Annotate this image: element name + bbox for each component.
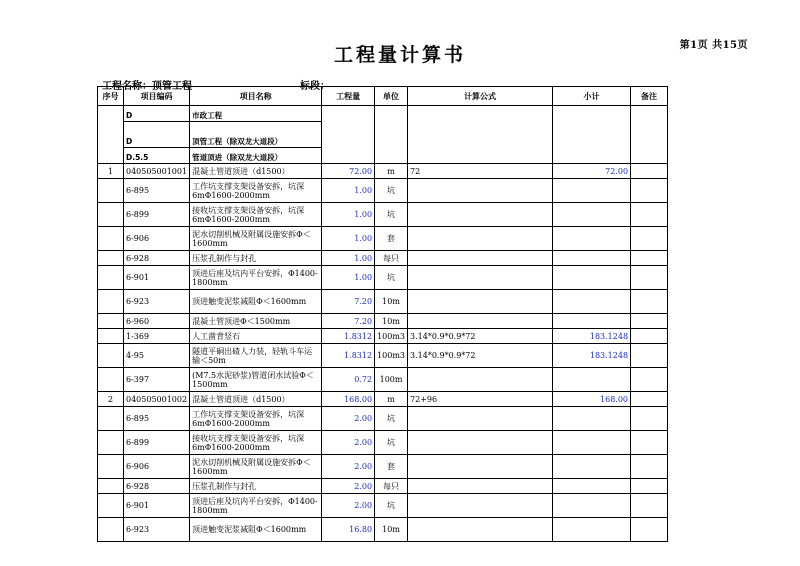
cell-subtotal xyxy=(553,227,631,251)
cell-note xyxy=(631,407,668,431)
cell-idx xyxy=(98,290,124,314)
cell-qty: 2.00 xyxy=(322,455,375,479)
cell-idx xyxy=(98,431,124,455)
cell-name: 隧道平硐出碴人力装，轻轨斗车运输＜50m xyxy=(190,344,322,368)
table-header-row xyxy=(98,87,668,106)
table-row xyxy=(98,368,668,392)
section-cell xyxy=(98,106,124,122)
table-row xyxy=(98,494,668,518)
cell-subtotal xyxy=(553,494,631,518)
cell-formula xyxy=(408,494,553,518)
table-row xyxy=(98,203,668,227)
project-name-label: 工程名称：顶管工程 xyxy=(102,81,192,92)
table-row xyxy=(98,314,668,329)
cell-code: 1-369 xyxy=(124,329,190,344)
cell-unit: 坑 xyxy=(375,266,408,290)
cell-formula xyxy=(408,407,553,431)
cell-formula xyxy=(408,518,553,542)
cell-unit: 10m xyxy=(375,290,408,314)
cell-note xyxy=(631,455,668,479)
cell-subtotal xyxy=(553,455,631,479)
cell-subtotal xyxy=(553,290,631,314)
header-code: 项目编码 xyxy=(124,87,190,106)
cell-idx xyxy=(98,479,124,494)
section-cell xyxy=(408,106,553,122)
cell-unit: 每只 xyxy=(375,479,408,494)
section-cell xyxy=(631,148,668,164)
section-name: 市政工程 xyxy=(190,106,322,122)
cell-note xyxy=(631,227,668,251)
cell-subtotal xyxy=(553,431,631,455)
cell-idx: 1 xyxy=(98,164,124,179)
cell-formula: 72 xyxy=(408,164,553,179)
page-number: 第1页 共15页 xyxy=(679,40,748,51)
cell-formula xyxy=(408,203,553,227)
cell-unit: 10m xyxy=(375,314,408,329)
cell-name: 泥水切削机械及附属设施安拆Φ＜1600mm xyxy=(190,227,322,251)
cell-unit: 坑 xyxy=(375,431,408,455)
page-title: 工程量计算书 xyxy=(333,44,466,66)
cell-note xyxy=(631,251,668,266)
section-name: 顶管工程（除双龙大道段） xyxy=(190,122,322,148)
cell-unit: 套 xyxy=(375,227,408,251)
cell-code: 6-923 xyxy=(124,290,190,314)
cell-subtotal xyxy=(553,266,631,290)
cell-note xyxy=(631,164,668,179)
cell-unit: 坑 xyxy=(375,179,408,203)
table-row xyxy=(98,179,668,203)
section-cell xyxy=(631,122,668,148)
cell-idx xyxy=(98,179,124,203)
cell-idx xyxy=(98,344,124,368)
table-row xyxy=(98,164,668,179)
cell-name: 接收坑支撑支架设备安拆，坑深6mΦ1600-2000mm xyxy=(190,431,322,455)
cell-qty: 1.00 xyxy=(322,227,375,251)
cell-idx xyxy=(98,518,124,542)
table-row xyxy=(98,227,668,251)
cell-subtotal: 183.1248 xyxy=(553,329,631,344)
cell-name: 顶进触变泥浆减阻Φ＜1600mm xyxy=(190,290,322,314)
cell-idx xyxy=(98,329,124,344)
cell-formula xyxy=(408,251,553,266)
cell-note xyxy=(631,344,668,368)
cell-formula xyxy=(408,314,553,329)
cell-name: 工作坑支撑支架设备安拆，坑深6mΦ1600-2000mm xyxy=(190,407,322,431)
cell-note xyxy=(631,203,668,227)
cell-code: 6-895 xyxy=(124,179,190,203)
table-row xyxy=(98,479,668,494)
header-subtotal: 小计 xyxy=(553,87,631,106)
cell-name: 混凝土管顶进Φ＜1500mm xyxy=(190,314,322,329)
section-code: D xyxy=(124,106,190,122)
cell-code: 6-928 xyxy=(124,251,190,266)
section-cell xyxy=(322,122,375,148)
section-cell xyxy=(375,122,408,148)
cell-qty: 1.00 xyxy=(322,203,375,227)
table-row xyxy=(98,344,668,368)
cell-idx xyxy=(98,368,124,392)
cell-code: 4-95 xyxy=(124,344,190,368)
cell-code: 6-906 xyxy=(124,455,190,479)
cell-formula xyxy=(408,290,553,314)
section-row xyxy=(98,106,668,122)
cell-name: 顶进后座及坑内平台安拆，Φ1400-1800mm xyxy=(190,266,322,290)
section-cell xyxy=(98,122,124,148)
cell-idx xyxy=(98,203,124,227)
section-cell xyxy=(98,148,124,164)
cell-formula xyxy=(408,431,553,455)
cell-code: 6-960 xyxy=(124,314,190,329)
section-cell xyxy=(553,106,631,122)
section-row xyxy=(98,122,668,148)
table-row xyxy=(98,518,668,542)
cell-subtotal xyxy=(553,407,631,431)
section-code: D xyxy=(124,122,190,148)
cell-qty: 1.00 xyxy=(322,251,375,266)
cell-note xyxy=(631,479,668,494)
cell-name: (M7.5水泥砂浆)管道闭水试验Φ＜1500mm xyxy=(190,368,322,392)
cell-code: 6-923 xyxy=(124,518,190,542)
section-cell xyxy=(322,106,375,122)
section-row xyxy=(98,148,668,164)
cell-name: 顶进后座及坑内平台安拆，Φ1400-1800mm xyxy=(190,494,322,518)
cell-qty: 1.8312 xyxy=(322,344,375,368)
cell-subtotal xyxy=(553,179,631,203)
header-unit: 单位 xyxy=(375,87,408,106)
section-cell xyxy=(375,106,408,122)
cell-note xyxy=(631,266,668,290)
cell-note xyxy=(631,290,668,314)
quantity-table xyxy=(97,86,668,542)
section-cell xyxy=(408,148,553,164)
cell-formula xyxy=(408,479,553,494)
cell-idx xyxy=(98,407,124,431)
cell-formula xyxy=(408,179,553,203)
cell-formula xyxy=(408,227,553,251)
cell-code: 6-901 xyxy=(124,266,190,290)
cell-qty: 1.00 xyxy=(322,266,375,290)
cell-name: 接收坑支撑支架设备安拆，坑深6mΦ1600-2000mm xyxy=(190,203,322,227)
cell-unit: m xyxy=(375,392,408,407)
cell-subtotal xyxy=(553,368,631,392)
cell-note xyxy=(631,179,668,203)
cell-subtotal xyxy=(553,479,631,494)
section-label: 标段： xyxy=(300,81,330,92)
cell-code: 6-899 xyxy=(124,203,190,227)
cell-qty: 72.00 xyxy=(322,164,375,179)
cell-idx xyxy=(98,227,124,251)
cell-name: 工作坑支撑支架设备安拆，坑深6mΦ1600-2000mm xyxy=(190,179,322,203)
cell-qty: 1.00 xyxy=(322,179,375,203)
cell-code: 6-397 xyxy=(124,368,190,392)
cell-unit: 套 xyxy=(375,455,408,479)
cell-subtotal: 72.00 xyxy=(553,164,631,179)
section-cell xyxy=(375,148,408,164)
section-code: D.5.5 xyxy=(124,148,190,164)
cell-formula: 3.14*0.9*0.9*72 xyxy=(408,344,553,368)
cell-formula: 72+96 xyxy=(408,392,553,407)
cell-qty: 0.72 xyxy=(322,368,375,392)
section-cell xyxy=(408,122,553,148)
cell-qty: 7.20 xyxy=(322,290,375,314)
cell-note xyxy=(631,431,668,455)
cell-idx xyxy=(98,266,124,290)
cell-idx xyxy=(98,251,124,266)
cell-qty: 7.20 xyxy=(322,314,375,329)
cell-note xyxy=(631,392,668,407)
cell-subtotal: 168.00 xyxy=(553,392,631,407)
section-cell xyxy=(322,148,375,164)
header-index: 序号 xyxy=(98,87,124,106)
section-cell xyxy=(553,148,631,164)
cell-unit: 坑 xyxy=(375,407,408,431)
header-note: 备注 xyxy=(631,87,668,106)
cell-note xyxy=(631,368,668,392)
cell-formula xyxy=(408,368,553,392)
cell-idx xyxy=(98,455,124,479)
cell-qty: 168.00 xyxy=(322,392,375,407)
cell-name: 人工凿背竖石 xyxy=(190,329,322,344)
cell-unit: m xyxy=(375,164,408,179)
cell-code: 6-899 xyxy=(124,431,190,455)
cell-unit: 10m xyxy=(375,518,408,542)
table-row xyxy=(98,266,668,290)
table-row xyxy=(98,251,668,266)
cell-unit: 每只 xyxy=(375,251,408,266)
table-row xyxy=(98,455,668,479)
table-row xyxy=(98,407,668,431)
cell-subtotal xyxy=(553,518,631,542)
cell-unit: 100m3 xyxy=(375,329,408,344)
header-quantity: 工程量 xyxy=(322,87,375,106)
cell-name: 压浆孔制作与封孔 xyxy=(190,251,322,266)
cell-code: 6-906 xyxy=(124,227,190,251)
table-row xyxy=(98,431,668,455)
cell-subtotal xyxy=(553,314,631,329)
cell-note xyxy=(631,518,668,542)
cell-code: 040505001001 xyxy=(124,164,190,179)
table-row xyxy=(98,329,668,344)
cell-qty: 16.80 xyxy=(322,518,375,542)
section-cell xyxy=(553,122,631,148)
header-name: 项目名称 xyxy=(190,87,322,106)
cell-subtotal xyxy=(553,203,631,227)
cell-formula xyxy=(408,455,553,479)
section-name: 管道顶进（除双龙大道段） xyxy=(190,148,322,164)
cell-formula xyxy=(408,266,553,290)
cell-name: 混凝土管道顶进（d1500） xyxy=(190,392,322,407)
cell-name: 压浆孔制作与封孔 xyxy=(190,479,322,494)
cell-subtotal: 183.1248 xyxy=(553,344,631,368)
cell-qty: 1.8312 xyxy=(322,329,375,344)
cell-note xyxy=(631,329,668,344)
cell-idx: 2 xyxy=(98,392,124,407)
cell-idx xyxy=(98,314,124,329)
cell-code: 6-928 xyxy=(124,479,190,494)
cell-qty: 2.00 xyxy=(322,479,375,494)
cell-note xyxy=(631,314,668,329)
cell-note xyxy=(631,494,668,518)
cell-name: 顶进触变泥浆减阻Φ＜1600mm xyxy=(190,518,322,542)
cell-code: 6-901 xyxy=(124,494,190,518)
cell-unit: 坑 xyxy=(375,494,408,518)
cell-unit: 100m xyxy=(375,368,408,392)
cell-unit: 坑 xyxy=(375,203,408,227)
cell-subtotal xyxy=(553,251,631,266)
cell-unit: 100m3 xyxy=(375,344,408,368)
table-row xyxy=(98,392,668,407)
cell-name: 泥水切削机械及附属设施安拆Φ＜1600mm xyxy=(190,455,322,479)
cell-qty: 2.00 xyxy=(322,407,375,431)
cell-qty: 2.00 xyxy=(322,494,375,518)
cell-code: 6-895 xyxy=(124,407,190,431)
cell-idx xyxy=(98,494,124,518)
header-formula: 计算公式 xyxy=(408,87,553,106)
cell-qty: 2.00 xyxy=(322,431,375,455)
section-cell xyxy=(631,106,668,122)
cell-name: 混凝土管道顶进（d1500） xyxy=(190,164,322,179)
cell-code: 040505001002 xyxy=(124,392,190,407)
table-row xyxy=(98,290,668,314)
cell-formula: 3.14*0.9*0.9*72 xyxy=(408,329,553,344)
